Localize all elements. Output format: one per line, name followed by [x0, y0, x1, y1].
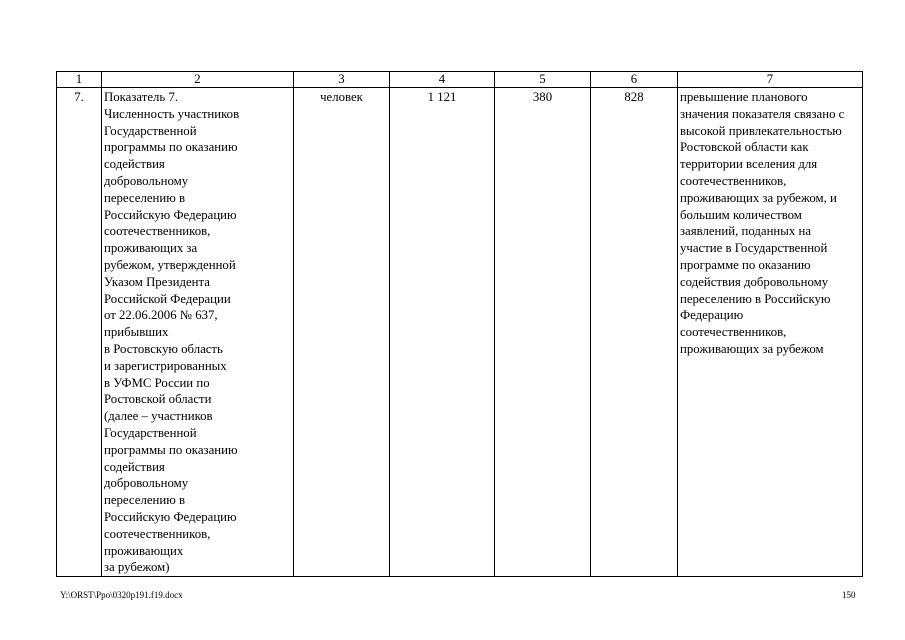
- value-cell-5: [495, 88, 591, 577]
- row-number-cell: [57, 88, 102, 577]
- value-4: 1 121: [427, 90, 457, 104]
- comment-text: превышение планового значения показателя связано с высокой привлекательностью Ростовской области как территории вселения для соотечественников, проживающих за рубежом, и большим количеством заявлений, поданных на участие в Государственной программе по оказанию содействия добровольному переселению в Российскую Федерацию соотечественников, проживающих за рубежом: [680, 90, 845, 356]
- header-col-3: 3: [294, 72, 390, 88]
- header-col-2: 2: [102, 72, 294, 88]
- table-header-row: [57, 72, 863, 88]
- comment-cell: [678, 88, 863, 577]
- value-5: 380: [532, 90, 553, 104]
- indicator-text: Показатель 7. Численность участников Государственной программы по оказанию содействия добровольному переселению в Российскую Федерацию соотечественников, проживающих за рубежом, утвержденной Указом Президента Российской Федерации от 22.06.2006 № 637, прибывших в Ростовскую область и зарегистрированных в УФМС России по Ростовской области (далее – участников Государственной программы по оказанию содействия добровольному переселению в Российскую Федерацию соотечественников, проживающих за рубежом): [104, 90, 240, 575]
- unit-text: человек: [320, 90, 363, 104]
- value-6: 828: [624, 90, 644, 104]
- table-row: [57, 88, 863, 577]
- header-col-5: 5: [495, 72, 591, 88]
- header-col-4: 4: [390, 72, 495, 88]
- header-col-1: 1: [57, 72, 102, 88]
- header-col-7: 7: [678, 72, 863, 88]
- header-col-6: 6: [591, 72, 678, 88]
- footer-page-number: 150: [842, 590, 856, 600]
- unit-cell: [294, 88, 390, 577]
- indicator-cell: [102, 88, 294, 577]
- value-cell-4: [390, 88, 495, 577]
- row-number: 7.: [74, 90, 84, 104]
- value-cell-6: [591, 88, 678, 577]
- report-table: [56, 71, 863, 577]
- footer-file-path: Y:\ORST\Ppo\0320p191.f19.docx: [60, 590, 183, 600]
